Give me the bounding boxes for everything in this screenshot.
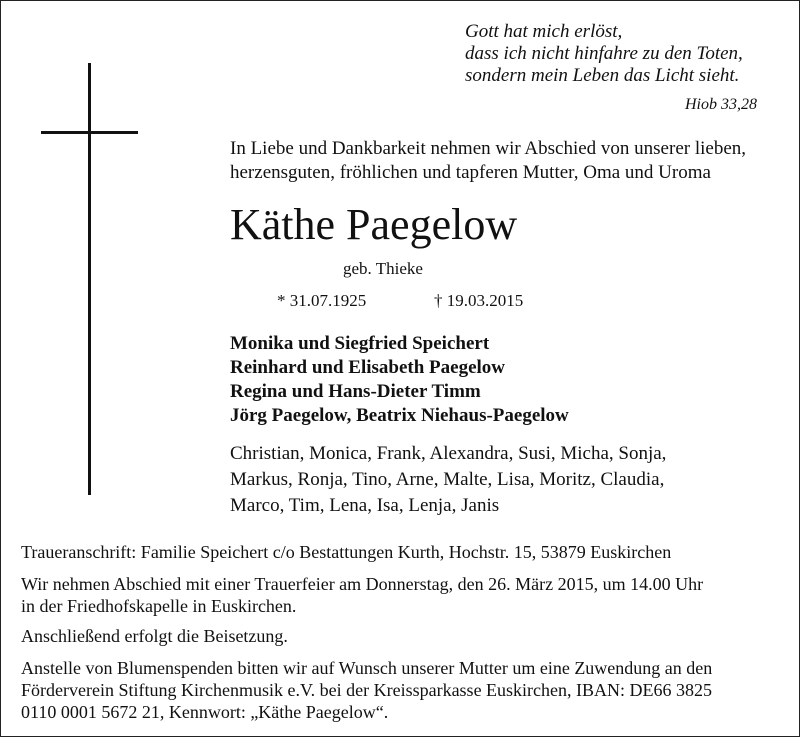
verse-line: dass ich nicht hinfahre zu den Toten, bbox=[465, 43, 743, 64]
donation-line: Förderverein Stiftung Kirchenmusik e.V. bei der Kreissparkasse Euskirchen, IBAN: DE66 3825 bbox=[21, 680, 713, 700]
ceremony-info bbox=[21, 573, 791, 617]
donation-line: Anstelle von Blumenspenden bitten wir auf Wunsch unserer Mutter um eine Zuwendung an den bbox=[21, 658, 713, 678]
grandchildren-line: Christian, Monica, Frank, Alexandra, Susi, Micha, Sonja, bbox=[230, 443, 667, 464]
deceased-name: Käthe Paegelow bbox=[230, 200, 518, 249]
bible-verse bbox=[465, 21, 765, 87]
ceremony-line: in der Friedhofskapelle in Euskirchen. bbox=[21, 596, 297, 616]
cross-vertical-bar bbox=[88, 63, 91, 495]
ceremony-line: Wir nehmen Abschied mit einer Trauerfeier am Donnerstag, den 26. März 2015, um 14.00 Uhr bbox=[21, 574, 704, 594]
donation-line: 0110 0001 5672 21, Kennwort: „Käthe Paegelow“. bbox=[21, 702, 389, 722]
cross-horizontal-bar bbox=[41, 131, 138, 134]
birth-date: * 31.07.1925 bbox=[277, 291, 367, 310]
intro-line: In Liebe und Dankbarkeit nehmen wir Abschied von unserer lieben, bbox=[230, 138, 747, 159]
burial-info: Anschließend erfolgt die Beisetzung. bbox=[21, 626, 288, 646]
grandchildren-list bbox=[230, 441, 750, 519]
verse-line: sondern mein Leben das Licht sieht. bbox=[465, 65, 740, 86]
grandchildren-line: Markus, Ronja, Tino, Arne, Malte, Lisa, Moritz, Claudia, bbox=[230, 469, 665, 490]
grandchildren-line: Marco, Tim, Lena, Isa, Lenja, Janis bbox=[230, 495, 500, 516]
notice-footer bbox=[21, 541, 791, 723]
family-line: Monika und Siegfried Speichert bbox=[230, 333, 490, 354]
verse-reference: Hiob 33,28 bbox=[685, 96, 757, 113]
family-line: Regina und Hans-Dieter Timm bbox=[230, 381, 481, 402]
mourning-address: Traueranschrift: Familie Speichert c/o Bestattungen Kurth, Hochstr. 15, 53879 Euskirchen bbox=[21, 542, 672, 562]
donation-info bbox=[21, 657, 791, 723]
family-line: Reinhard und Elisabeth Paegelow bbox=[230, 357, 506, 378]
intro-text bbox=[230, 137, 790, 185]
family-members bbox=[230, 332, 770, 428]
birth-name: geb. Thieke bbox=[343, 259, 423, 278]
family-line: Jörg Paegelow, Beatrix Niehaus-Paegelow bbox=[230, 405, 569, 426]
death-date: † 19.03.2015 bbox=[434, 291, 524, 310]
verse-line: Gott hat mich erlöst, bbox=[465, 21, 623, 42]
intro-line: herzensguten, fröhlichen und tapferen Mutter, Oma und Uroma bbox=[230, 162, 711, 183]
